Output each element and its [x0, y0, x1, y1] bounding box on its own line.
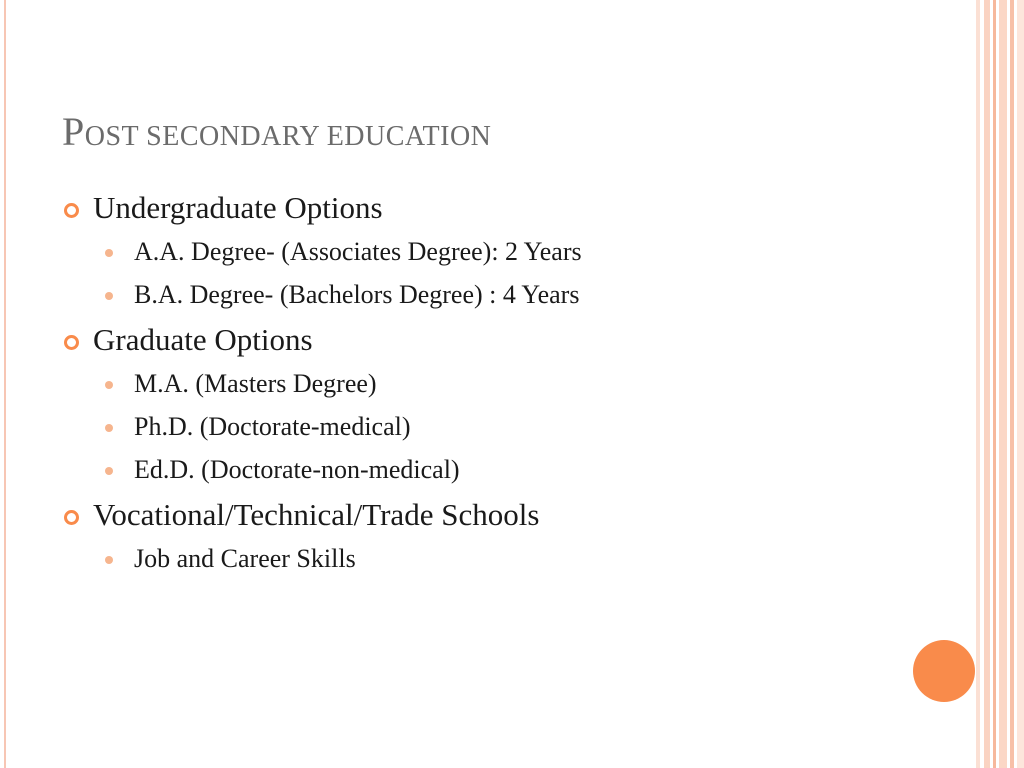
slide-title-initial: P [62, 109, 85, 154]
sub-item-label: Job and Career Skills [134, 544, 356, 573]
dot-bullet-icon [105, 292, 113, 300]
dot-bullet-icon [105, 556, 113, 564]
list-item-level2 [62, 407, 942, 450]
sub-item-label: A.A. Degree- (Associates Degree): 2 Years [134, 237, 582, 266]
slide-title-rest: OST SECONDARY EDUCATION [84, 121, 492, 152]
sub-item-label: Ed.D. (Doctorate-non-medical) [134, 455, 460, 484]
sub-item-label: Ph.D. (Doctorate-medical) [134, 412, 411, 441]
section-heading: Graduate Options [93, 322, 313, 357]
sub-item-label: M.A. (Masters Degree) [134, 369, 377, 398]
slide-title [62, 108, 491, 155]
ring-bullet-icon [64, 335, 79, 350]
ring-bullet-icon [64, 510, 79, 525]
sub-item-label: B.A. Degree- (Bachelors Degree) : 4 Years [134, 280, 580, 309]
list-item-level1 [62, 320, 942, 364]
bullet-list [62, 186, 942, 582]
right-stripe-decoration [999, 0, 1007, 768]
right-stripe-decoration [984, 0, 990, 768]
left-border-decoration [4, 0, 6, 768]
dot-bullet-icon [105, 249, 113, 257]
dot-bullet-icon [105, 424, 113, 432]
section-heading: Undergraduate Options [93, 190, 383, 225]
list-item-level1 [62, 495, 942, 539]
orange-circle-decoration [913, 640, 975, 702]
list-item-level2 [62, 275, 942, 318]
list-item-level1 [62, 188, 942, 232]
ring-bullet-icon [64, 203, 79, 218]
right-stripe-decoration [1010, 0, 1014, 768]
list-item-level2 [62, 539, 942, 582]
right-stripe-decoration [993, 0, 996, 768]
list-item-level2 [62, 450, 942, 493]
list-item-level2 [62, 364, 942, 407]
dot-bullet-icon [105, 467, 113, 475]
right-stripe-decoration [1017, 0, 1024, 768]
list-item-level2 [62, 232, 942, 275]
dot-bullet-icon [105, 381, 113, 389]
right-stripe-decoration [976, 0, 980, 768]
section-heading: Vocational/Technical/Trade Schools [93, 497, 540, 532]
